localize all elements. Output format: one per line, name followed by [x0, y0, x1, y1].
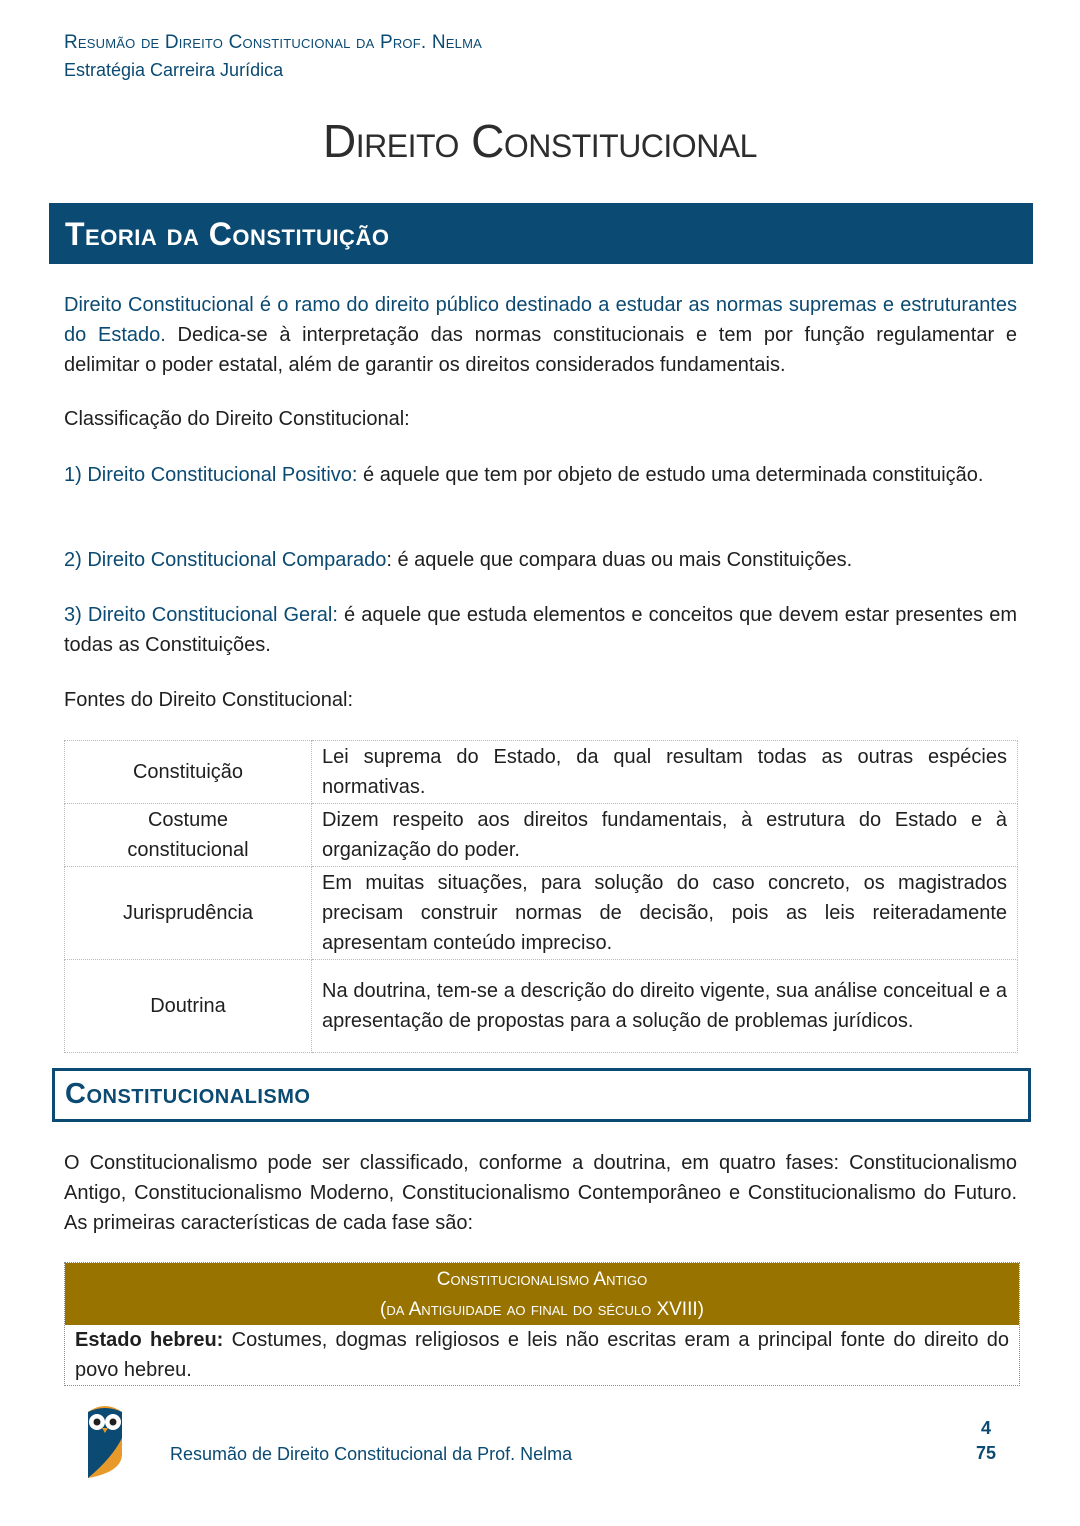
source-description: Na doutrina, tem-se a descrição do direito vigente, sua análise conceitual e a apresentação de propostas para a solução de problemas jurídicos.: [312, 960, 1018, 1053]
phase-item-term: Estado hebreu:: [75, 1329, 224, 1351]
classification-heading: Classificação do Direito Constitucional:: [64, 408, 410, 430]
source-description: Em muitas situações, para solução do caso concreto, os magistrados precisam construir normas de decisão, pois as leis reiteradamente apresentam conteúdo impreciso.: [312, 867, 1018, 960]
classification-text-1: é aquele que tem por objeto de estudo uma determinada constituição.: [357, 464, 984, 486]
classification-text-3: é aquele que estuda elementos e conceitos que devem estar presentes em todas as Constituições.: [64, 604, 1017, 656]
table-row: [65, 804, 1018, 867]
table-row: [65, 960, 1018, 1053]
page-number: 4: [980, 1418, 991, 1438]
classification-text-2: : é aquele que compara duas ou mais Constituições.: [386, 549, 853, 571]
source-name: Constituição: [65, 741, 312, 804]
phase-card-antigo: [64, 1262, 1020, 1386]
phase-item-text: Costumes, dogmas religiosos e leis não escritas eram a principal fonte do direito do povo hebreu.: [75, 1329, 1010, 1381]
sources-table: [64, 740, 1018, 1053]
phase-period: (da Antiguidade ao final do século XVIII): [380, 1299, 704, 1320]
source-name: Costume constitucional: [65, 804, 312, 867]
section-heading-teoria-label: Teoria da Constituição: [65, 216, 390, 252]
source-name: Jurisprudência: [65, 867, 312, 960]
section-heading-teoria: [49, 203, 1033, 264]
classification-item-3: [64, 600, 1017, 660]
table-row: [65, 867, 1018, 960]
section-heading-constitucionalismo: [52, 1068, 1031, 1122]
phase-card-header: [65, 1263, 1019, 1325]
source-description: Lei suprema do Estado, da qual resultam todas as outras espécies normativas.: [312, 741, 1018, 804]
classification-term-3: 3) Direito Constitucional Geral:: [64, 604, 338, 626]
page-title: Direito Constitucional: [323, 115, 757, 167]
section-heading-constitucionalismo-label: Constitucionalismo: [65, 1078, 311, 1110]
sources-heading: Fontes do Direito Constitucional:: [64, 689, 354, 711]
page-total: 75: [975, 1443, 997, 1463]
header-brand: Estratégia Carreira Jurídica: [64, 60, 284, 80]
classification-term-2: 2) Direito Constitucional Comparado: [64, 549, 387, 571]
phase-title: Constitucionalismo Antigo: [436, 1269, 648, 1290]
phase-item: [65, 1325, 1019, 1385]
intro-highlight: Direito Constitucional é o ramo do direito público destinado a estudar as normas supremas e estruturantes do Estado.: [64, 294, 1017, 346]
footer-text: Resumão de Direito Constitucional da Prof. Nelma: [170, 1444, 573, 1464]
intro-paragraph: [64, 290, 1017, 380]
classification-item-1: [64, 460, 1017, 490]
intro-rest: Dedica-se à interpretação das normas constitucionais e tem por função regulamentar e delimitar o poder estatal, além de garantir os direitos considerados fundamentais.: [64, 324, 1017, 376]
classification-item-2: [64, 545, 1017, 575]
source-name: Doutrina: [65, 960, 312, 1053]
classification-term-1: 1) Direito Constitucional Positivo:: [64, 464, 358, 486]
source-description: Dizem respeito aos direitos fundamentais, à estrutura do Estado e à organização do poder.: [312, 804, 1018, 867]
header-course-title: Resumão de Direito Constitucional da Prof. Nelma: [64, 32, 482, 53]
table-row: [65, 741, 1018, 804]
owl-logo-icon: [82, 1398, 128, 1480]
constitucionalismo-intro: O Constitucionalismo pode ser classificado, conforme a doutrina, em quatro fases: Constitucionalismo Antigo, Constitucionalismo Moderno, Constitucionalismo Contemporâneo e Constitucionalismo do Futuro. As primeiras características de cada fase são:: [64, 1152, 1017, 1234]
